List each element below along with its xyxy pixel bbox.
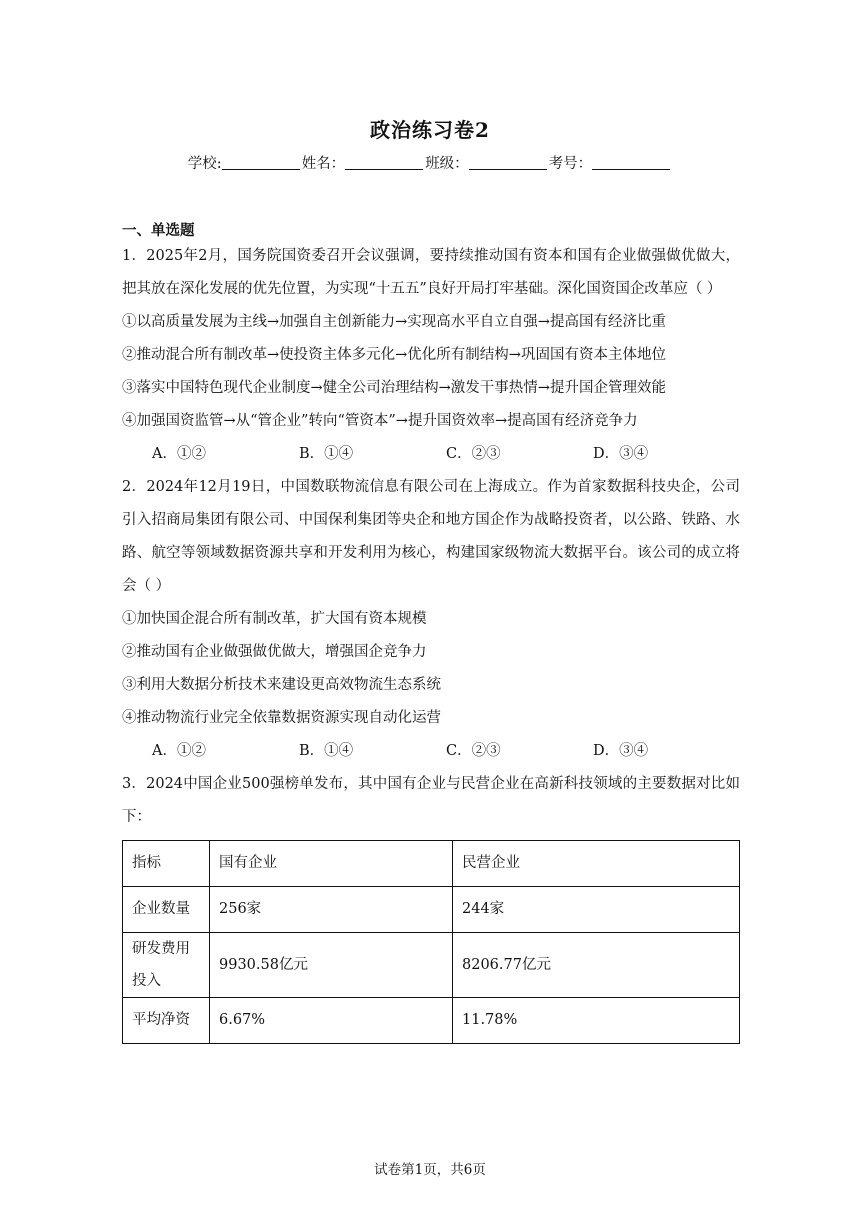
name-label: 姓名： — [301, 156, 346, 172]
table-header-cell: 国有企业 — [210, 841, 453, 887]
name-blank — [345, 155, 423, 170]
table-cell: 6.67% — [210, 998, 453, 1044]
statement-option: ②推动混合所有制改革→使投资主体多元化→优化所有制结构→巩固国有资本主体地位 — [122, 347, 666, 363]
question-1 — [122, 240, 740, 471]
comparison-table — [122, 840, 740, 1044]
table-cell: 研发费用投入 — [123, 933, 210, 998]
choice-b: B．①④ — [299, 743, 354, 759]
table-row — [123, 887, 740, 933]
table-cell: 平均净资 — [123, 998, 210, 1044]
choice-a: A．①② — [152, 743, 206, 759]
table-header-row — [123, 841, 740, 887]
table-row — [123, 933, 740, 998]
answer-choices — [122, 438, 740, 471]
choice-a: A．①② — [152, 446, 206, 462]
choice-c: C．②③ — [446, 446, 501, 462]
question-2 — [122, 471, 740, 768]
question-list — [122, 240, 740, 1044]
choice-c: C．②③ — [446, 743, 501, 759]
question-stem: 1．2025年2月，国务院国资委召开会议强调，要持续推动国有资本和国有企业做强做优做大，把其放在深化发展的优先位置，为实现“十五五”良好开局打牢基础。深化国资国企改革应（ ） — [122, 248, 740, 297]
table-cell: 9930.58亿元 — [210, 933, 453, 998]
choice-b: B．①④ — [299, 446, 354, 462]
page-footer: 试卷第1页，共6页 — [374, 1162, 486, 1178]
table-header-cell: 指标 — [123, 841, 210, 887]
statement-option: ①以高质量发展为主线→加强自主创新能力→实现高水平自立自强→提高国有经济比重 — [122, 314, 666, 330]
statement-option: ④加强国资监管→从“管企业”转向“管资本”→提升国资效率→提高国有经济竞争力 — [122, 413, 638, 429]
table-header-cell: 民营企业 — [453, 841, 740, 887]
statement-option: ①加快国企混合所有制改革，扩大国有资本规模 — [122, 611, 427, 627]
class-blank — [469, 155, 547, 170]
exam-no-label: 考号： — [548, 156, 593, 172]
question-stem: 2．2024年12月19日，中国数联物流信息有限公司在上海成立。作为首家数据科技央企，公司引入招商局集团有限公司、中国保利集团等央企和地方国企作为战略投资者，以公路、铁路、水路、航空等领域数据资源共享和开发利用为核心，构建国家级物流大数据平台。该公司的成立将会（ ） — [122, 479, 740, 594]
student-info-line — [0, 152, 860, 173]
table-row — [123, 998, 740, 1044]
section-title: 一、单选题 — [122, 222, 195, 239]
choice-d: D．③④ — [593, 743, 649, 759]
school-blank — [222, 155, 300, 170]
question-stem: 3．2024中国企业500强榜单发布，其中国有企业与民营企业在高新科技领域的主要数据对比如下： — [122, 776, 740, 825]
table-cell: 8206.77亿元 — [453, 933, 740, 998]
statement-option: ②推动国有企业做强做优做大，增强国企竞争力 — [122, 644, 427, 660]
table-cell: 企业数量 — [123, 887, 210, 933]
statement-option: ④推动物流行业完全依靠数据资源实现自动化运营 — [122, 710, 441, 726]
table-cell: 244家 — [453, 887, 740, 933]
statement-option: ③落实中国特色现代企业制度→健全公司治理结构→激发干事热情→提升国企管理效能 — [122, 380, 666, 396]
choice-d: D．③④ — [593, 446, 649, 462]
class-label: 班级： — [425, 156, 469, 172]
statement-option: ③利用大数据分析技术来建设更高效物流生态系统 — [122, 677, 441, 693]
table-cell: 11.78% — [453, 998, 740, 1044]
answer-choices — [122, 735, 740, 768]
exam-no-blank — [592, 155, 670, 170]
school-label: 学校: — [187, 156, 222, 172]
question-3 — [122, 768, 740, 1044]
page-title: 政治练习卷2 — [370, 118, 490, 142]
table-cell: 256家 — [210, 887, 453, 933]
